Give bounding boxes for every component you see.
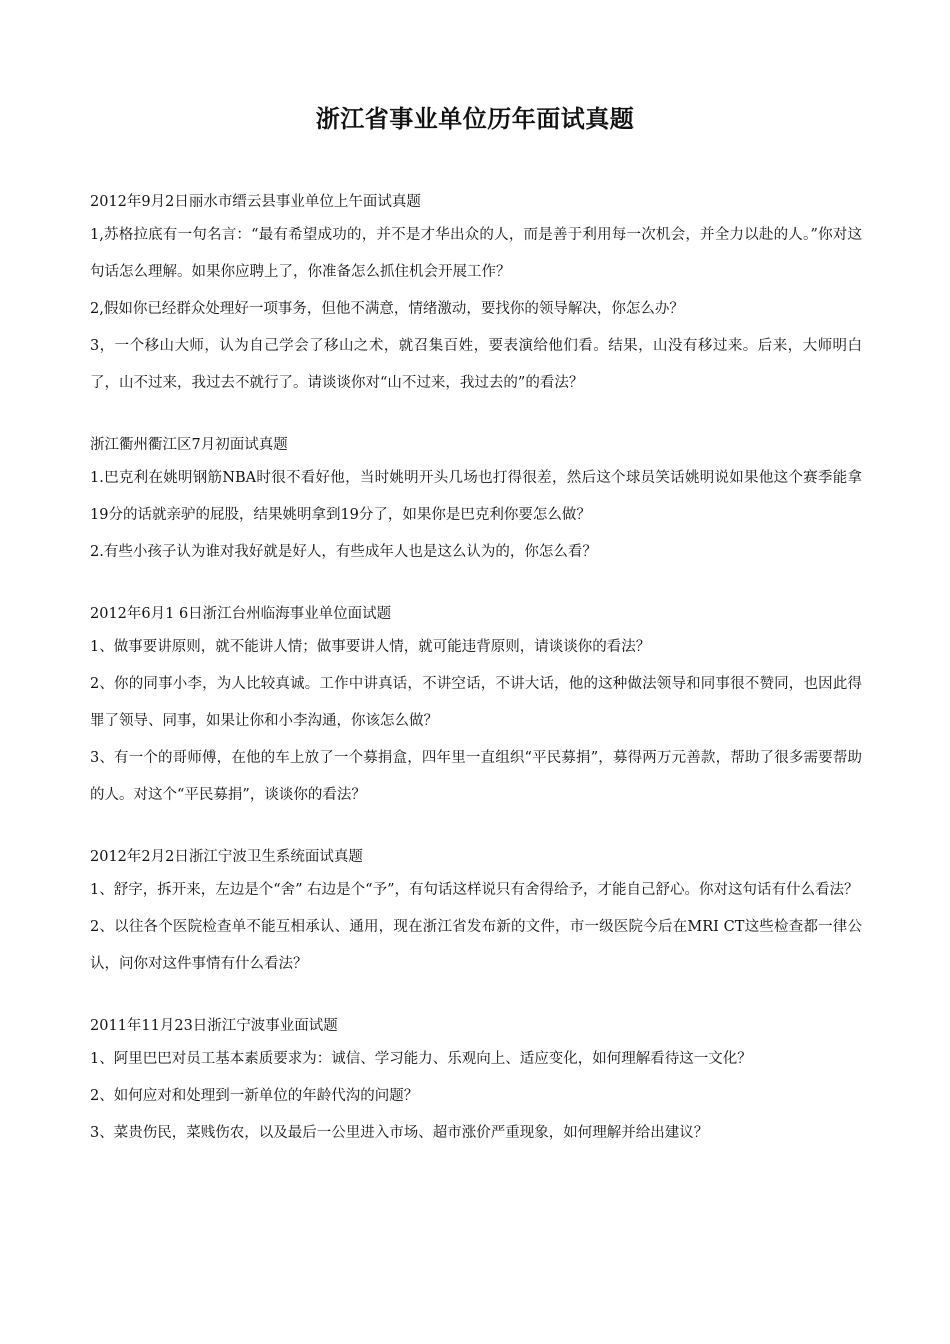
- question-item: 2,假如你已经群众处理好一项事务，但他不满意，情绪激动，要找你的领导解决，你怎么办？: [90, 301, 684, 317]
- question-item: 2.有些小孩子认为谁对我好就是好人，有些成年人也是这么认为的，你怎么看？: [90, 544, 597, 560]
- question-item: 1.巴克利在姚明钢筋NBA时很不看好他，当时姚明开头几场也打得很差，然后这个球员笑话姚明说如果他这个赛季能拿19分的话就亲驴的屁股，结果姚明拿到19分了，如果你是巴克利你要怎么做？: [90, 470, 862, 523]
- section-ningbo-health: [90, 843, 862, 983]
- page-title: 浙江省事业单位历年面试真题: [315, 105, 635, 133]
- question-item: 1,苏格拉底有一句名言：“最有希望成功的，并不是才华出众的人，而是善于利用每一次机会，并全力以赴的人。”你对这句话怎么理解。如果你应聘上了，你准备怎么抓住机会开展工作？: [90, 227, 862, 280]
- section-heading: 2011年11月23日浙江宁波事业面试题: [90, 1018, 338, 1034]
- section-quzhou-qujiang: [90, 431, 862, 571]
- section-ningbo-institution: [90, 1012, 862, 1152]
- question-item: 1、阿里巴巴对员工基本素质要求为：诚信、学习能力、乐观向上、适应变化，如何理解看待这一文化？: [90, 1051, 752, 1067]
- section-heading: 2012年6月1 6日浙江台州临海事业单位面试题: [90, 606, 392, 622]
- question-item: 3、菜贵伤民，菜贱伤农，以及最后一公里进入市场、超市涨价严重现象，如何理解并给出建议？: [90, 1125, 709, 1141]
- section-taizhou-linhai: [90, 600, 862, 814]
- question-item: 2、你的同事小李，为人比较真诚。工作中讲真话，不讲空话，不讲大话，他的这种做法领导和同事很不赞同，也因此得罪了领导、同事，如果让你和小李沟通，你该怎么做？: [90, 676, 862, 729]
- document-body: [90, 188, 862, 1181]
- question-item: 2、以往各个医院检查单不能互相承认、通用，现在浙江省发布新的文件，市一级医院今后在MRI CT这些检查都一律公认，问你对这件事情有什么看法？: [90, 919, 862, 972]
- question-item: 1、舒字，拆开来，左边是个“舍” 右边是个“予”，有句话这样说只有舍得给予，才能自己舒心。你对这句话有什么看法？: [90, 882, 859, 898]
- question-item: 1、做事要讲原则，就不能讲人情；做事要讲人情，就可能违背原则，请谈谈你的看法？: [90, 639, 651, 655]
- question-item: 2、如何应对和处理到一新单位的年龄代沟的问题？: [90, 1088, 419, 1104]
- question-item: 3，一个移山大师，认为自己学会了移山之术，就召集百姓，要表演给他们看。结果，山没有移过来。后来，大师明白了，山不过来，我过去不就行了。请谈谈你对“山不过来，我过去的”的看法？: [90, 338, 862, 391]
- section-heading: 2012年9月2日丽水市缙云县事业单位上午面试真题: [90, 194, 421, 210]
- section-heading: 浙江衢州衢江区7月初面试真题: [90, 437, 288, 453]
- section-heading: 2012年2月2日浙江宁波卫生系统面试真题: [90, 849, 363, 865]
- section-lishui-jinyun: [90, 188, 862, 402]
- question-item: 3、有一个的哥师傅，在他的车上放了一个募捐盒，四年里一直组织“平民募捐”，募得两万元善款，帮助了很多需要帮助的人。对这个“平民募捐”，谈谈你的看法？: [90, 750, 862, 803]
